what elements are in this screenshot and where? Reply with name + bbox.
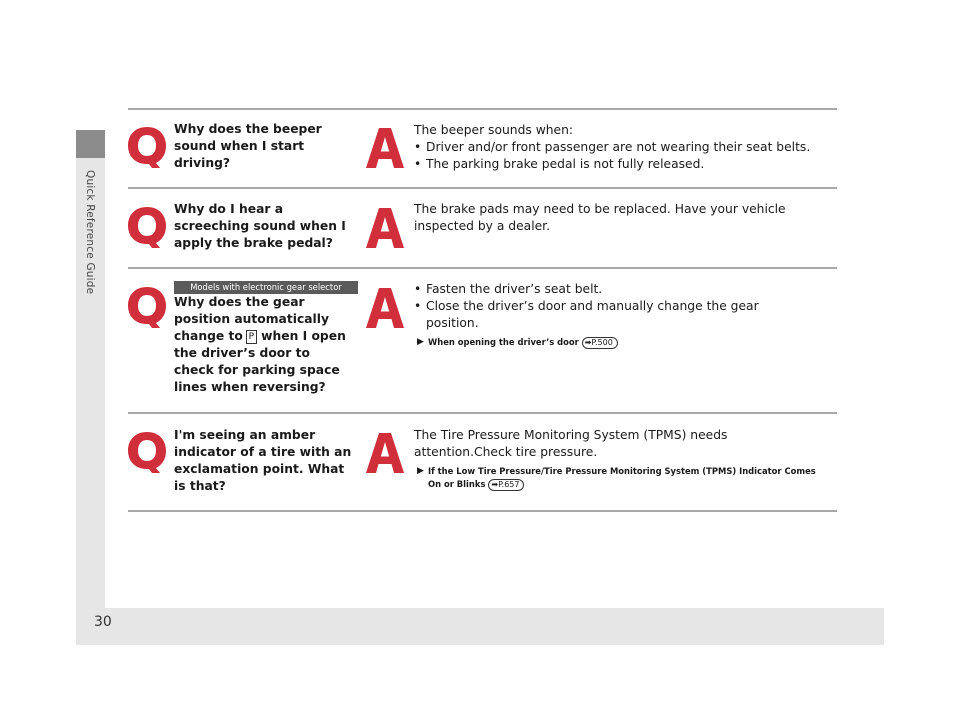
triangle-right-icon: ▶ — [417, 337, 424, 347]
page-reference-badge[interactable]: ➡P.500 — [582, 337, 618, 349]
divider-rule — [128, 510, 837, 512]
section-label: Quick Reference Guide — [84, 170, 96, 295]
faq-answer — [414, 122, 834, 173]
faq-answer — [414, 427, 816, 491]
faq-question: I'm seeing an amber indicator of a tire with an exclamation point. What is that? — [174, 428, 352, 493]
question-icon — [126, 204, 168, 250]
section-tab-marker — [76, 130, 105, 158]
divider-rule — [128, 108, 837, 110]
model-badge: Models with electronic gear selector — [174, 281, 358, 294]
page-reference-badge[interactable]: ➡P.657 — [488, 479, 524, 491]
page-frame-bottom-bar — [76, 608, 884, 645]
page-number: 30 — [94, 614, 112, 630]
answer-bullet: • The parking brake pedal is not fully released. — [414, 157, 705, 171]
faq-question: Why does the beeper sound when I start driving? — [174, 122, 322, 170]
answer-icon — [364, 284, 406, 330]
page-reference-link[interactable]: ▶ If the Low Tire Pressure/Tire Pressure Monitoring System (TPMS) Indicator Comes On or Blinks ➡P.657 — [417, 466, 816, 489]
answer-icon — [364, 204, 406, 250]
divider-rule — [128, 187, 837, 189]
answer-bullet: • Close the driver’s door and manually change the gear position. — [414, 299, 759, 330]
question-icon — [126, 284, 168, 330]
faq-question: Why does the gear position automatically change to P when I open the driver’s door to check for parking space lines when reversing? — [174, 295, 346, 394]
gear-p-symbol: P — [246, 330, 257, 344]
divider-rule — [128, 412, 837, 414]
faq-answer — [414, 281, 774, 349]
question-icon — [126, 124, 168, 170]
question-icon — [126, 429, 168, 475]
triangle-right-icon: ▶ — [417, 466, 424, 476]
answer-intro: The Tire Pressure Monitoring System (TPMS) needs attention.Check tire pressure. — [414, 428, 728, 459]
answer-intro: The beeper sounds when: — [414, 123, 574, 137]
answer-icon — [364, 429, 406, 475]
divider-rule — [128, 267, 837, 269]
faq-question: Why do I hear a screeching sound when I apply the brake pedal? — [174, 202, 346, 250]
answer-bullet: • Driver and/or front passenger are not wearing their seat belts. — [414, 140, 811, 154]
answer-icon — [364, 124, 406, 170]
faq-answer: The brake pads may need to be replaced. Have your vehicle inspected by a dealer. — [414, 202, 786, 233]
page-reference-link[interactable]: ▶ When opening the driver’s door ➡P.500 — [428, 336, 774, 349]
answer-bullet: • Fasten the driver’s seat belt. — [414, 282, 603, 296]
